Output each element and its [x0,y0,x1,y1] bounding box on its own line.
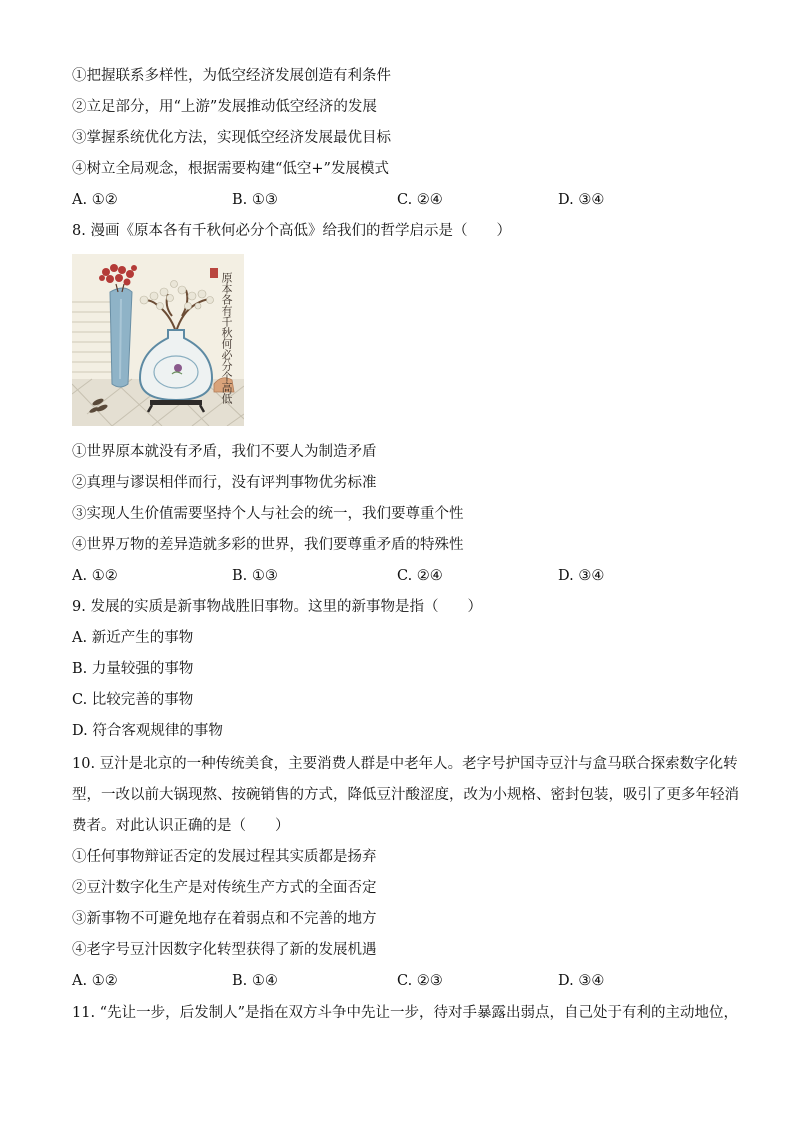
q10-options [72,971,732,991]
q9-stem: 9. 发展的实质是新事物战胜旧事物。这里的新事物是指（ ） [72,599,482,615]
q9-choice-b: B. 力量较强的事物 [72,661,194,677]
q10-item-3: ③新事物不可避免地存在着弱点和不完善的地方 [72,911,377,927]
q7-item-3: ③掌握系统优化方法，实现低空经济发展最优目标 [72,130,391,146]
q10-item-2: ②豆汁数字化生产是对传统生产方式的全面否定 [72,880,377,896]
q7-option-b: B. ①③ [232,192,278,208]
q10-item-1: ①任何事物辩证否定的发展过程其实质都是扬弃 [72,849,377,865]
q11-stem: 11. “先让一步，后发制人”是指在双方斗争中先让一步，待对手暴露出弱点，自己处于有利的主动地位， [72,1005,738,1021]
q8-item-4: ④世界万物的差异造就多彩的世界，我们要尊重矛盾的特殊性 [72,537,464,553]
q7-item-4: ④树立全局观念，根据需要构建“低空+”发展模式 [72,161,389,177]
q10-option-c: C. ②③ [397,973,443,989]
q7-item-2: ②立足部分，用“上游”发展推动低空经济的发展 [72,99,377,115]
q10-stem-line-1: 10. 豆汁是北京的一种传统美食，主要消费人群是中老年人。老字号护国寺豆汁与盒马联合探索数字化转 [72,756,738,772]
q10-option-d: D. ③④ [558,973,605,989]
q7-item-1: ①把握联系多样性，为低空经济发展创造有利条件 [72,68,391,84]
q7-options [72,190,732,210]
q10-option-b: B. ①④ [232,973,278,989]
q8-item-2: ②真理与谬误相伴而行，没有评判事物优劣标准 [72,475,377,491]
q8-options [72,566,732,586]
q9-choice-d: D. 符合客观规律的事物 [72,723,223,739]
q8-option-c: C. ②④ [397,568,443,584]
q8-stem: 8. 漫画《原本各有千秋何必分个高低》给我们的哲学启示是（ ） [72,223,511,239]
q7-option-c: C. ②④ [397,192,443,208]
cartoon-image [72,254,244,426]
q7-option-d: D. ③④ [558,192,605,208]
q8-item-3: ③实现人生价值需要坚持个人与社会的统一，我们要尊重个性 [72,506,464,522]
q10-option-a: A. ①② [72,973,118,989]
q8-option-b: B. ①③ [232,568,278,584]
q10-stem-line-3: 费者。对此认识正确的是（ ） [72,818,290,834]
q9-choice-c: C. 比较完善的事物 [72,692,194,708]
q7-option-a: A. ①② [72,192,118,208]
q10-stem-line-2: 型，一改以前大锅现熬、按碗销售的方式，降低豆汁酸涩度，改为小规格、密封包装，吸引了更多年轻消 [72,787,739,803]
q8-option-d: D. ③④ [558,568,605,584]
cartoon-inscription: 原本各有千秋何必分个高低 [220,272,233,404]
cartoon-illustration [72,254,244,426]
q10-item-4: ④老字号豆汁因数字化转型获得了新的发展机遇 [72,942,377,958]
q8-item-1: ①世界原本就没有矛盾，我们不要人为制造矛盾 [72,444,377,460]
q9-choice-a: A. 新近产生的事物 [72,630,194,646]
q8-option-a: A. ①② [72,568,118,584]
